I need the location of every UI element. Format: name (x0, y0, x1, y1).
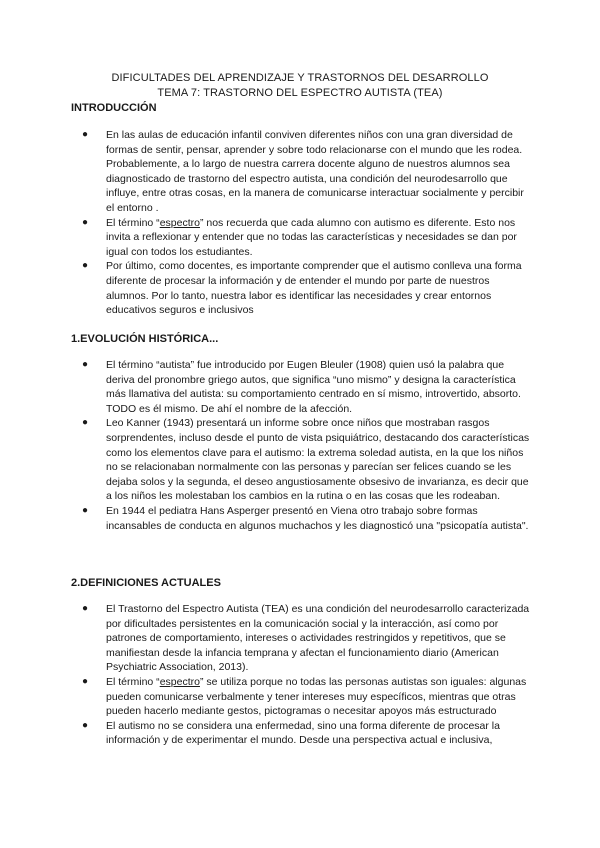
bullet-icon: ● (82, 719, 89, 731)
document-header (0, 71, 600, 101)
bullet-icon: ● (82, 675, 89, 687)
topic-title: TEMA 7: TRASTORNO DEL ESPECTRO AUTISTA (TEA) (157, 87, 443, 99)
list-item (71, 675, 531, 719)
intro-list (71, 128, 531, 318)
list-item-text: El autismo no se considera una enfermedad, sino una forma diferente de procesar la información y de experimentar el mundo. Desde una perspectiva actual e inclusiva, (106, 719, 500, 747)
course-title: DIFICULTADES DEL APRENDIZAJE Y TRASTORNOS DEL DESARROLLO (111, 72, 489, 84)
bullet-icon: ● (82, 603, 89, 614)
bullet-icon: ● (82, 359, 89, 370)
history-list (71, 358, 531, 533)
list-item-text: El término “autista” fue introducido por Eugen Bleuler (1908) quien usó la palabra que deriva del pronombre griego autos, que significa “uno mismo” y designa la característica más llamativa del autista: su comportamiento centrado en sí mismo, introvertido, absorto. TODO es él mismo. De ahí el nombre de la afección. (106, 359, 521, 415)
section-heading-history: 1.EVOLUCIÓN HISTÓRICA... (71, 333, 219, 345)
list-item (71, 259, 531, 317)
bullet-icon: ● (82, 260, 89, 272)
list-item-text-pre: El término “ (106, 216, 160, 229)
bullet-icon: ● (82, 216, 89, 228)
bullet-icon: ● (82, 417, 89, 429)
list-item (71, 128, 531, 216)
list-item (71, 719, 531, 748)
list-item (71, 358, 531, 416)
list-item-text: Por último, como docentes, es importante comprender que el autismo conlleva una forma diferente de procesar la información y de entender el mundo por parte de nuestros alumnos. Por lo tanto, nuestra labor es identificar las necesidades y crear entornos educativos seguros e inclusivos (106, 260, 522, 317)
list-item (71, 416, 531, 504)
list-item-text: En las aulas de educación infantil conviven diferentes niños con una gran diversidad de formas de sentir, pensar, aprender y sobre todo relacionarse con el mundo que les rodea. Probablemente, a lo largo de nuestra carrera docente alguno de nuestros alumnos sea diagnosticado de trastorno del espectro autista, una condición del neurodesarrollo que influye, entre otras cosas, en la manera de comunicarse interactuar socialmente y percibir el entorno . (106, 129, 524, 214)
bullet-icon: ● (82, 504, 89, 516)
term-espectro: espectro (159, 216, 200, 229)
bullet-icon: ● (82, 129, 89, 140)
term-espectro: espectro (159, 675, 200, 688)
list-item (71, 504, 531, 533)
list-item-text: El Trastorno del Espectro Autista (TEA) es una condición del neurodesarrollo caracterizada por dificultades persistentes en la comunicación social y la interacción, así como por patrones de comportamiento, intereses o actividades restringidos y repetitivos, que se manifiestan desde la infancia temprana y afectan el funcionamiento diario (American Psychiatric Association, 2013). (106, 603, 530, 674)
list-item (71, 216, 531, 260)
list-item-text-pre: El término “ (106, 675, 160, 688)
list-item-text: Leo Kanner (1943) presentará un informe sobre once niños que mostraban rasgos sorprendentes, incluso desde el punto de vista psiquiátrico, destacando dos características como los elementos clave para el autismo: la extrema soledad autista, en la que los niños no se relacionaban normalmente con las personas y parecían ser felices cuando se les dejaba solos y la segunda, el deseo angustiosamente obsesivo de invarianza, es decir que a los niños les molestaban los cambios en la rutina o en las cosas que les rodeaban. (106, 417, 530, 503)
section-heading-definitions: 2.DEFINICIONES ACTUALES (71, 577, 221, 589)
definitions-list (71, 602, 531, 748)
list-item-text: En 1944 el pediatra Hans Asperger presentó en Viena otro trabajo sobre formas incansables de conducta en algunos muchachos y les diagnosticó una "psicopatía autista". (106, 504, 529, 532)
section-heading-intro: INTRODUCCIÓN (71, 102, 157, 114)
list-item (71, 602, 531, 675)
list-item-text-post: ” nos recuerda que cada alumno con autismo es diferente. Esto nos invita a reflexionar y entender que no todas las características y necesidades se dan por igual con todos los estudiantes. (106, 216, 517, 258)
list-item-text-post: ” se utiliza porque no todas las personas autistas son iguales: algunas pueden comunicarse verbalmente y tener intereses muy específicos, mientras que otras pueden hacerlo mediante gestos, pictogramas o necesitar apoyos más estructurado (106, 675, 527, 718)
